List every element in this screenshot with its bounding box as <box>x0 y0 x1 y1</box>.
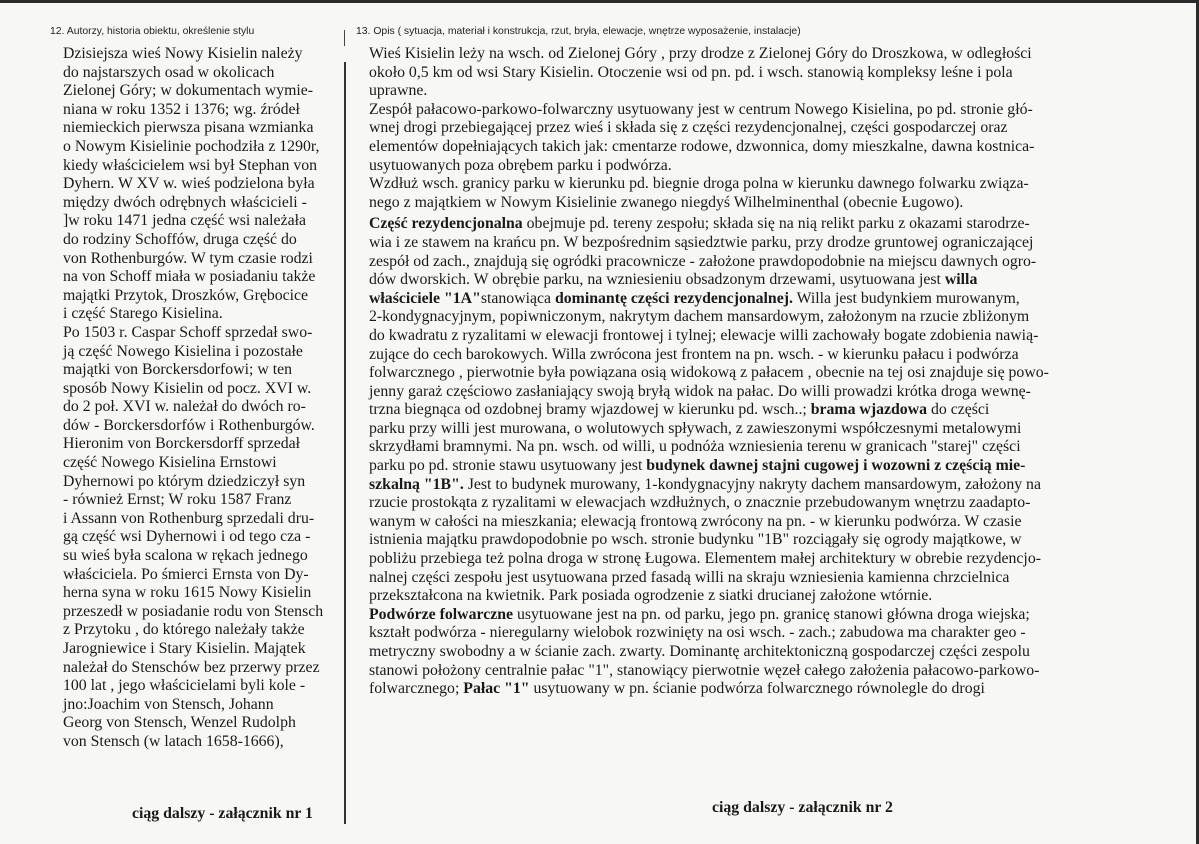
text-line: między dwóch odrębnych właścicieli - <box>63 193 307 211</box>
continuation-note-left: ciąg dalszy - załącznik nr 1 <box>132 805 313 822</box>
text-line: do najstarszych osad w okolicach <box>63 63 275 81</box>
text-line: nalnej części zespołu jest usytuowana przed fasadą willi na skraju wzniesienia kamienna chrzcielnica <box>369 568 1010 586</box>
text-line: trzna biegnąca od ozdobnej bramy wjazdowej w kierunku pd. wsch..; brama wjazdowa do części <box>369 401 990 419</box>
description-column <box>369 45 1189 699</box>
text-line: Zielonej Góry; w dokumentach wymie- <box>63 82 314 100</box>
text-line: su wieś była scalona w rękach jednego <box>63 547 308 565</box>
text-line: Zespół pałacowo-parkowo-folwarczny usytuowany jest w centrum Nowego Kisielina, po pd. stronie głó- <box>369 100 1033 118</box>
text-line: Podwórze folwarczne usytuowane jest na pn. od parku, jego pn. granicę stanowi główna droga wiejska; <box>369 605 1030 623</box>
text-line: jenny garaż częściowo zasłaniający swoją bryłą widok na pałac. Do willi prowadzi krótka droga wewnę- <box>369 382 1031 400</box>
text-line: 2-kondygnacyjnym, popiwniczonym, nakrytym dachem mansardowym, założonym na rzucie zbliżonym <box>369 308 1030 326</box>
text-line: Część rezydencjonalna obejmuje pd. tereny zespołu; składa się na nią relikt parku z okazami starodrze- <box>369 215 1030 233</box>
text-line: folwarcznego , pierwotnie była powiązana osią widokową z pałacem , obecnie na tej osi znajduje się powo- <box>369 364 1049 382</box>
text-line: niana w roku 1352 i 1376; wg. źródeł <box>63 100 300 118</box>
text-line: część Nowego Kisielina Ernstowi <box>63 454 277 472</box>
text-line: Wieś Kisielin leży na wsch. od Zielonej Góry , przy drodze z Zielonej Góry do Droszkowa, w odległości <box>369 45 1032 62</box>
text-line: pobliżu przebiega też polna droga w stronę Ługowa. Elementem małej architektury w obrebie rezydencjo- <box>369 550 1041 568</box>
heading-residential-part: Część rezydencjonalna <box>369 215 523 233</box>
text-line: o Nowym Kisielinie pochodziła z 1290r, <box>63 137 320 155</box>
text-line: Dyhernowi po którym dziedziczył syn <box>63 472 306 490</box>
text-line: 100 lat , jego właścicielami byli kole - <box>63 677 306 695</box>
text-line: ]w roku 1471 jedna część wsi należała <box>63 212 306 230</box>
text-line: należał do Stenschów bez przerwy przez <box>63 658 320 676</box>
text-line: do rodziny Schoffów, druga część do <box>63 230 297 248</box>
header-separator <box>344 30 345 46</box>
text-line: z Przytoku , do którego należały także <box>63 621 305 639</box>
section-12-header: 12. Autorzy, historia obiektu, określenie stylu <box>50 26 255 37</box>
text-line: około 0,5 km od wsi Stary Kisielin. Otoczenie wsi od pn. pd. i wsch. stanowią kompleksy leśne i pola <box>369 63 1013 81</box>
text-line: sposób Nowy Kisielin od pocz. XVI w. <box>63 379 312 397</box>
text-line: dów - Borckersdorfów i Rothenburgów. <box>63 416 315 434</box>
text-line: usytuowanych poza obrębem parku i podwórza. <box>369 156 672 174</box>
text-line: i część Starego Kisielina. <box>63 305 223 323</box>
text-line: kształt podwórza - nieregularny wielobok rozwinięty na osi wsch. - zach.; zabudowa ma charakter geo - <box>369 624 1026 642</box>
text-line: ją część Nowego Kisielina i pozostałe <box>63 342 303 360</box>
text-line: na von Schoff miała w posiadaniu także <box>63 268 316 286</box>
heading-farm-courtyard: Podwórze folwarczne <box>369 605 514 623</box>
text-line: herna syna w roku 1615 Nowy Kisielin <box>63 584 312 602</box>
continuation-note-right: ciąg dalszy - załącznik nr 2 <box>712 799 893 816</box>
text-line: majątki von Borckersdorfowi; w ten <box>63 361 293 379</box>
text-line: metryczny swobodny a w ścianie zach. zwarty. Dominantę architektoniczną gospodarczej części zespolu <box>369 643 1030 660</box>
scan-border-top <box>0 0 1199 3</box>
text-line: niemieckich pierwsza pisana wzmianka <box>63 119 314 137</box>
text-line: Wzdłuż wsch. granicy parku w kierunku pd. biegnie droga polna w kierunku dawnego folwarku związa- <box>369 175 1029 193</box>
text-line: zespół od zach., znajdują się ogródki pracownicze - założone prawdopodobnie na miejscu dawnych ogro- <box>369 252 1037 270</box>
text-line: i Assann von Rothenburg sprzedali dru- <box>63 509 315 527</box>
text-line: wnej drogi przebiegającej przez wieś i składa się z części rezydencjonalnej, części gospodarczej oraz <box>369 119 1008 137</box>
text-line: Georg von Stensch, Wenzel Rudolph <box>63 714 296 732</box>
text-line: szkalną "1B". Jest to budynek murowany, 1-kondygnacyjny nakryty dachem mansardowym, założony na <box>369 475 1041 493</box>
text-line: skrzydłami bramnymi. Na pn. wsch. od willi, u podnóża wzniesienia terenu w granicach "starej" części <box>369 438 1021 456</box>
text-line: Po 1503 r. Caspar Schoff sprzedał swo- <box>63 323 313 341</box>
text-line: - również Ernst; W roku 1587 Franz <box>63 491 292 509</box>
text-line: do kwadratu z ryzalitami w elewacji frontowej i tylnej; elewacje willi zachowały bogate zdobienia nawią- <box>369 326 1039 344</box>
text-line: von Stensch (w latach 1658-1666), <box>63 732 284 750</box>
text-line: parku po pd. stronie stawu usytuowany jest budynek dawnej stajni cugowej i wozowni z częścią mie- <box>369 457 1026 475</box>
text-line: przeszedł w posiadanie rodu von Stensch <box>63 602 324 620</box>
text-line: właściciele "1A"stanowiąca dominantę części rezydencjonalnej. Willa jest budynkiem murowanym, <box>369 289 1020 307</box>
text-line: kiedy właścicielem wsi był Stephan von <box>63 156 318 174</box>
heading-entrance-gate: brama wjazdowa <box>810 401 928 419</box>
text-line: Jarogniewice i Stary Kisielin. Majątek <box>63 640 306 657</box>
text-line: elementów dopełniających takich jak: cmentarze rodowe, dzwonnica, domy mieszkalne, dawna kostnica- <box>369 137 1035 155</box>
text-line: dów dworskich. W obrębie parku, na wzniesieniu obsadzonym drzewami, usytuowana jest willa <box>369 271 978 289</box>
text-line: majątki Przytok, Droszków, Grębocice <box>63 286 309 304</box>
text-line: wia i ze stawem na krańcu pn. W bezpośrednim sąsiedztwie parku, przy drodze gruntowej ograniczającej <box>369 233 1034 251</box>
text-line: istnienia majątku prawdopodobnie po wsch. stronie budynku "1B" rozciągały się ogrody majątkowe, w <box>369 531 1022 549</box>
text-line: zujące do cech barokowych. Willa zwrócona jest frontem na pn. wsch. - w kierunku pałacu i podwórza <box>369 345 1019 363</box>
text-line: folwarcznego; Pałac "1" usytuowany w pn. ścianie podwórza folwarcznego równolegle do drogi <box>369 680 985 698</box>
section-13-header: 13. Opis ( sytuacja, materiał i konstrukcja, rzut, bryła, elewacje, wnętrze wyposażenie, instalacje) <box>356 26 801 37</box>
text-line: gą część wsi Dyhernowi i od tego cza - <box>63 528 311 546</box>
text-line: Dyhern. W XV w. wieś podzielona była <box>63 175 315 193</box>
text-line: właściciela. Po śmierci Ernsta von Dy- <box>63 565 309 583</box>
text-line: parku przy willi jest murowana, o wolutowych spływach, z zawieszonymi współczesnymi metalowymi <box>369 419 1022 437</box>
text-line: Dzisiejsza wieś Nowy Kisielin należy <box>63 45 303 62</box>
text-line: nego z majątkiem w Nowym Kisielinie zwanego niegdyś Wilhelminenthal (obecnie Ługowo). <box>369 193 964 211</box>
text-line: uprawne. <box>369 82 428 100</box>
text-line: jno:Joachim von Stensch, Johann <box>63 695 274 713</box>
text-line: wanym w całości na mieszkania; elewacją frontową zwrócony na pn. - w kierunku podwórza. W czasie <box>369 512 1022 530</box>
history-column <box>63 45 348 752</box>
text-line: przekształcona na kwietnik. Park posiada ogrodzenie z siatki drucianej założone wtórnie. <box>369 587 933 605</box>
text-line: stanowi położony centralnie pałac "1", stanowiący pierwotnie węzeł całego założenia pałacowo-parkowo- <box>369 661 1040 679</box>
text-line: do 2 poł. XVI w. należał do dwóch ro- <box>63 398 306 416</box>
text-line: von Rothenburgów. W tym czasie rodzi <box>63 249 313 267</box>
text-line: rzucie prostokąta z ryzalitami w elewacjach wzdłużnych, o znacznie przebudowanym wnętrzu zaadapto- <box>369 494 1031 512</box>
text-line: Hieronim von Borckersdorff sprzedał <box>63 435 301 453</box>
